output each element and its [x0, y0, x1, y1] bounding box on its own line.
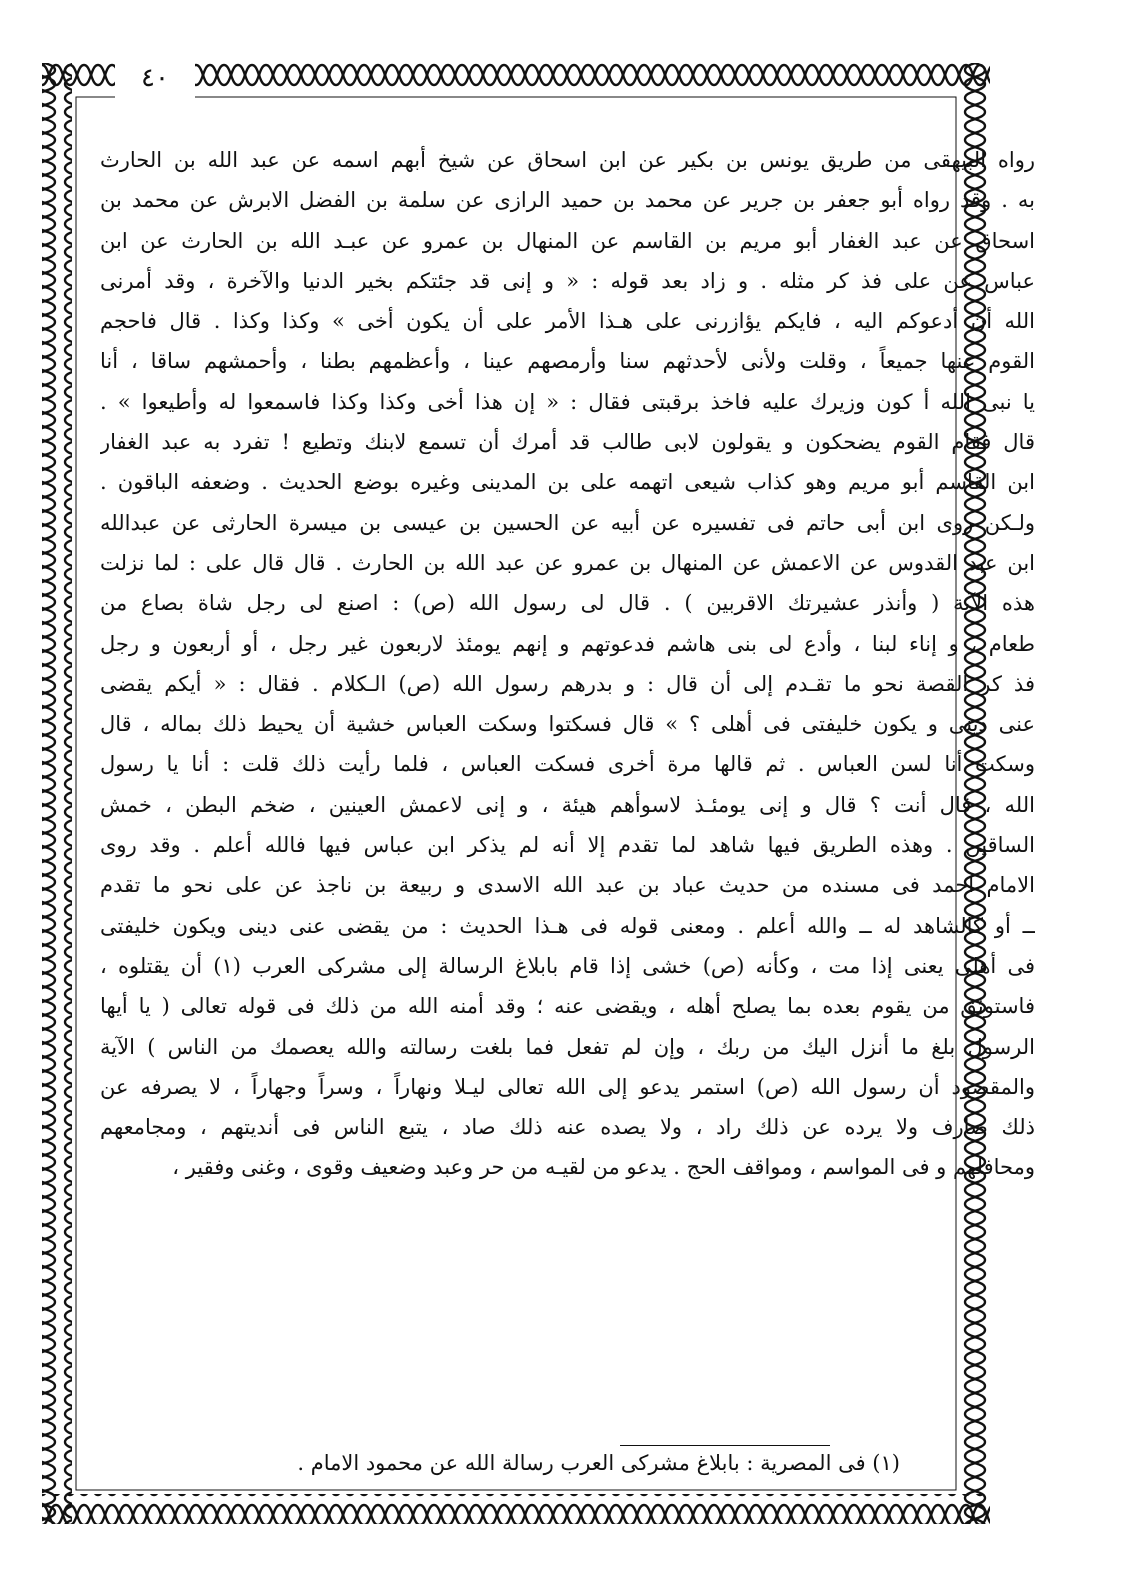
text-line: هذه الآية ( وأنذر عشيرتك الاقربين ) . قال لى رسول الله (ص) : اصنع لى رجل شاة بصاع من	[100, 591, 1035, 616]
text-line: الله أن أدعوكم اليه ، فايكم يؤازرنى على هـذا الأمر على أن يكون أخى » وكذا وكذا . قال فاحجم	[100, 309, 1035, 334]
text-line: الرسول بلغ ما أنزل اليك من ربك ، وإن لم تفعل فما بلغت رسالته والله يعصمك من الناس ) الآية	[100, 1034, 1035, 1059]
text-line: ابن عبد القدوس عن الاعمش عن المنهال بن عمرو عن عبد الله بن الحارث . قال قال على : لما نزلت	[100, 550, 1035, 575]
body-text	[100, 140, 1035, 1188]
text-line: ذلك صارف ولا يرده عن ذلك راد ، ولا يصده عنه ذلك صاد ، يتبع الناس فى أنديتهم ، ومجامعهم	[100, 1115, 1035, 1140]
text-line: فى أهلى يعنى إذا مت ، وكأنه (ص) خشى إذا قام بابلاغ الرسالة إلى مشركى العرب (١) أن يقتلوه ،	[100, 953, 1035, 978]
text-line: وسكت أنا لسن العباس . ثم قالها مرة أخرى فسكت العباس ، فلما رأيت ذلك قلت : أنا يا رسول	[100, 752, 1035, 777]
text-line: فاستوثق من يقوم بعده بما يصلح أهله ، ويقضى عنه ؛ وقد أمنه الله من ذلك فى قوله تعالى ( يا أيها	[100, 994, 1035, 1019]
text-line: القوم عنها جميعاً ، وقلت ولأنى لأحدثهم سنا وأرمصهم عينا ، وأعظمهم بطنا ، وأحمشهم ساقا ، أنا	[100, 349, 1035, 374]
text-line: عنى دينى و يكون خليفتى فى أهلى ؟ » قال فسكتوا وسكت العباس خشية أن يحيط ذلك بماله ، قال	[100, 712, 1035, 737]
text-line: ابن القاسم أبو مريم وهو كذاب شيعى اتهمه على بن المدينى وغيره بوضع الحديث . وضعفه الباقون .	[100, 470, 1035, 495]
text-line: الله ، قال أنت ؟ قال و إنى يومئـذ لاسوأهم هيئة ، و إنى لاعمش العينين ، ضخم البطن ، خمش	[100, 792, 1035, 817]
text-line: ولـكن روى ابن أبى حاتم فى تفسيره عن أبيه عن الحسين بن عيسى بن ميسرة الحارثى عن عبدالله	[100, 510, 1035, 535]
text-line: الامام احمد فى مسنده من حديث عباد بن عبد الله الاسدى و ربيعة بن ناجذ عن على نحو ما تقدم	[100, 873, 1035, 898]
text-line: به . وقد رواه أبو جعفر بن جرير عن محمد بن حميد الرازى عن سلمة بن الفضل الابرش عن محمد بن	[100, 188, 1035, 213]
text-line: ــ أو كالشاهد له ــ والله أعلم . ومعنى قوله فى هـذا الحديث : من يقضى عنى دينى ويكون خليفتى	[100, 913, 1035, 938]
text-line: ومحافلهم و فى المواسم ، ومواقف الحج . يدعو من لقيـه من حر وعبد وضعيف وقوى ، وغنى وفقير ،	[172, 1155, 1035, 1180]
text-line: طعام ، و إناء لبنا ، وأدع لى بنى هاشم فدعوتهم و إنهم يومئذ لاربعون غير رجل ، أو أربعون و رجل	[100, 631, 1035, 656]
page-number: ٤٠	[115, 58, 195, 98]
text-line: رواه البيهقى من طريق يونس بن بكير عن ابن اسحاق عن شيخ أبهم اسمه عن عبد الله بن الحارث	[100, 148, 1035, 172]
text-line: الساقين . وهذه الطريق فيها شاهد لما تقدم إلا أنه لم يذكر ابن عباس فيها فالله أعلم . وقد روى	[100, 833, 1035, 858]
footnote: (١) فى المصرية : بابلاغ مشركى العرب رسالة الله عن محمود الامام .	[297, 1451, 900, 1475]
text-line: فذ كر القصة نحو ما تقـدم إلى أن قال : و بدرهم رسول الله (ص) الـكلام . فقال : « أيكم يقضى	[100, 671, 1035, 696]
text-line: والمقصود أن رسول الله (ص) استمر يدعو إلى الله تعالى ليـلا ونهاراً ، وسراً وجهاراً ، لا يصرفه عن	[100, 1074, 1035, 1099]
text-line: قال فقام القوم يضحكون و يقولون لابى طالب قد أمرك أن تسمع لابنك وتطيع ! تفرد به عبد الغفار	[100, 430, 1035, 455]
text-line: عباس عن على فذ كر مثله . و زاد بعد قوله : « و إنى قد جئتكم بخير الدنيا والآخرة ، وقد أمرنى	[100, 268, 1035, 293]
text-line: اسحاق عن عبد الغفار أبو مريم بن القاسم عن المنهال بن عمرو عن عبـد الله بن الحارث عن ابن	[100, 228, 1035, 253]
text-line: يا نبى الله أ كون وزيرك عليه فاخذ برقبتى فقال : « إن هذا أخى وكذا وكذا فاسمعوا له وأطيعوا » .	[100, 389, 1035, 414]
